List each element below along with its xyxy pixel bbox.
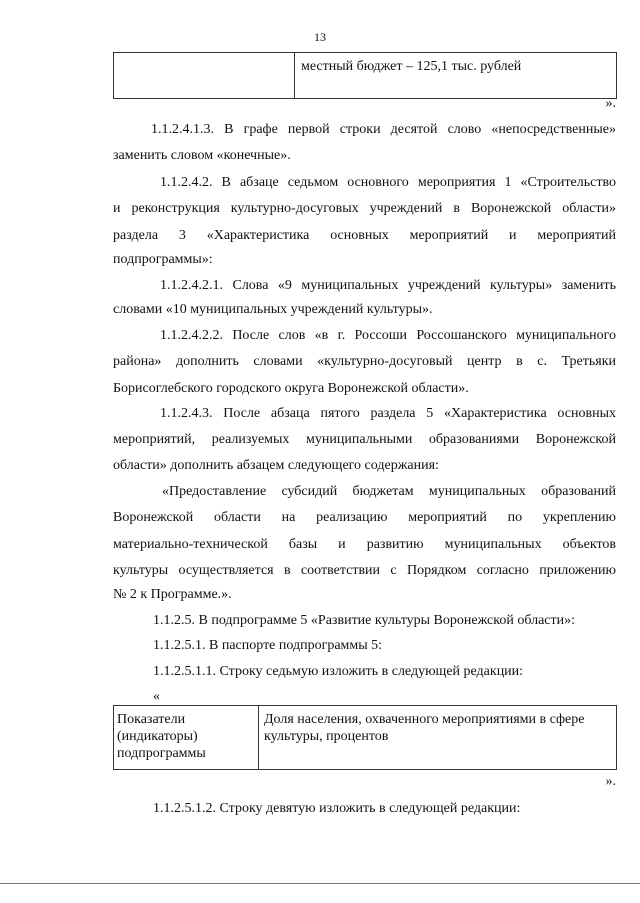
page-bottom-rule bbox=[0, 883, 640, 884]
paragraph-line: подпрограммы»: bbox=[113, 252, 213, 267]
table-cell-value: Доля населения, охваченного мероприятиями в сфере культуры, процентов bbox=[259, 706, 617, 770]
quote-close-mark: ». bbox=[605, 96, 616, 111]
paragraph-line: 1.1.2.5. В подпрограмме 5 «Развитие культуры Воронежской области»: bbox=[153, 613, 576, 628]
table-cell-value: местный бюджет – 125,1 тыс. рублей bbox=[295, 53, 617, 99]
paragraph-line: 1.1.2.4.2. В абзаце седьмом основного мероприятия 1 «Строительство bbox=[160, 175, 616, 190]
indicators-table bbox=[113, 705, 617, 770]
quote-open-mark: « bbox=[153, 689, 160, 704]
paragraph-line: района» дополнить словами «культурно-досуговый центр в с. Третьяки bbox=[113, 354, 616, 369]
paragraph-line: материально-технической базы и развитию муниципальных объектов bbox=[113, 537, 616, 552]
paragraph-line: Борисоглебского городского округа Воронежской области». bbox=[113, 381, 469, 396]
paragraph-line: заменить словом «конечные». bbox=[113, 148, 291, 163]
paragraph-line: «Предоставление субсидий бюджетам муниципальных образований bbox=[162, 484, 616, 499]
paragraph-line: культуры осуществляется в соответствии с Порядком согласно приложению bbox=[113, 563, 616, 578]
paragraph-line: 1.1.2.5.1.2. Строку девятую изложить в следующей редакции: bbox=[153, 801, 521, 816]
quote-close-mark: ». bbox=[605, 774, 616, 789]
table-cell-label: Показатели (индикаторы) подпрограммы bbox=[114, 706, 259, 770]
paragraph-line: и реконструкция культурно-досуговых учреждений в Воронежской области» bbox=[113, 201, 616, 216]
table-cell-label bbox=[114, 53, 295, 99]
budget-table-fragment bbox=[113, 52, 617, 99]
paragraph-line: словами «10 муниципальных учреждений культуры». bbox=[113, 302, 433, 317]
paragraph-line: 1.1.2.5.1. В паспорте подпрограммы 5: bbox=[153, 638, 383, 653]
paragraph-line: Воронежской области на реализацию мероприятий по укреплению bbox=[113, 510, 616, 525]
paragraph-line: 1.1.2.5.1.1. Строку седьмую изложить в следующей редакции: bbox=[153, 664, 524, 679]
paragraph-line: 1.1.2.4.2.1. Слова «9 муниципальных учреждений культуры» заменить bbox=[160, 278, 616, 293]
paragraph-line: 1.1.2.4.1.3. В графе первой строки десятой слово «непосредственные» bbox=[151, 122, 616, 137]
page-number: 13 bbox=[314, 30, 326, 44]
table-row bbox=[114, 706, 617, 770]
paragraph-line: мероприятий, реализуемых муниципальными образованиями Воронежской bbox=[113, 432, 616, 447]
table-row bbox=[114, 53, 617, 99]
paragraph-line: раздела 3 «Характеристика основных мероприятий и мероприятий bbox=[113, 228, 616, 243]
paragraph-line: № 2 к Программе.». bbox=[113, 587, 232, 602]
paragraph-line: 1.1.2.4.2.2. После слов «в г. Россоши Россошанского муниципального bbox=[160, 328, 616, 343]
paragraph-line: 1.1.2.4.3. После абзаца пятого раздела 5 «Характеристика основных bbox=[160, 406, 616, 421]
paragraph-line: области» дополнить абзацем следующего содержания: bbox=[113, 458, 439, 473]
